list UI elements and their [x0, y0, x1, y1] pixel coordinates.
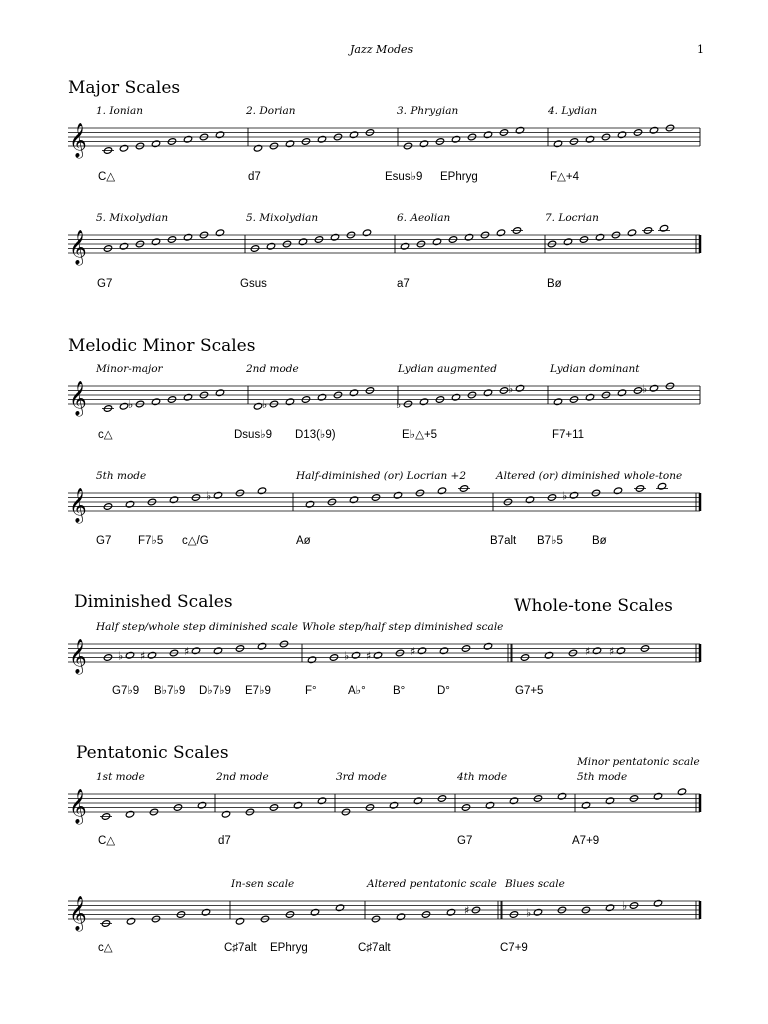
chord-symbol: EPhryg — [440, 171, 478, 183]
whole-note — [266, 242, 275, 250]
whole-note — [169, 496, 178, 504]
mode-label: 1st mode — [96, 771, 145, 783]
mode-label: Half step/whole step diminished scale — [96, 621, 298, 633]
whole-note — [147, 651, 156, 659]
whole-note — [119, 242, 128, 250]
whole-note — [515, 384, 524, 392]
mode-label: 6. Aeolian — [397, 212, 451, 224]
whole-note — [483, 131, 492, 139]
whole-note — [191, 647, 200, 655]
mode-label: Altered (or) diminished whole-tone — [496, 470, 683, 482]
whole-note — [544, 651, 553, 659]
chord-symbol: C△ — [98, 171, 116, 183]
whole-note — [569, 491, 578, 499]
mode-label: Lydian dominant — [550, 363, 640, 375]
chord-symbol: C♯7alt — [358, 942, 391, 954]
accidental-icon: ♭ — [526, 906, 532, 920]
treble-clef-icon: 𝄞 — [69, 896, 87, 931]
whole-note — [151, 398, 160, 406]
section-title-melodic-minor: Melodic Minor Scales — [68, 336, 256, 356]
whole-note — [201, 908, 210, 916]
whole-note — [563, 238, 572, 246]
mode-label: 5th mode — [96, 470, 147, 482]
whole-note — [446, 908, 455, 916]
accidental-icon: ♭ — [508, 382, 514, 396]
whole-note — [613, 487, 622, 495]
page-number: 1 — [697, 43, 704, 56]
chord-symbol: D♭7♭9 — [199, 685, 231, 697]
treble-clef-icon: 𝄞 — [69, 123, 87, 158]
accidental-icon: ♭ — [344, 649, 350, 663]
mode-label: Minor-major — [96, 363, 163, 375]
accidental-icon: ♭ — [642, 382, 648, 396]
whole-note — [257, 487, 266, 495]
chord-symbol: G7♭9 — [112, 685, 140, 697]
chord-symbol: B° — [393, 685, 406, 697]
accidental-icon: ♭ — [128, 398, 134, 411]
whole-note — [183, 135, 192, 143]
accidental-icon: ♯ — [184, 644, 190, 658]
whole-note — [307, 656, 316, 664]
accidental-icon: ♯ — [366, 649, 372, 663]
whole-note — [349, 389, 358, 397]
whole-note — [213, 647, 222, 655]
whole-note — [317, 797, 326, 805]
mode-label: Whole step/half step diminished scale — [302, 621, 504, 633]
treble-clef-icon: 𝄞 — [69, 789, 87, 824]
whole-note — [126, 917, 135, 925]
accidental-icon: ♭ — [118, 649, 124, 663]
whole-note — [659, 224, 668, 232]
chord-symbol: Esus♭9 — [385, 171, 423, 183]
chord-symbol: c△ — [98, 942, 113, 954]
mode-label: In-sen scale — [231, 878, 295, 890]
whole-note — [419, 398, 428, 406]
whole-note — [373, 651, 382, 659]
treble-clef-icon: 𝄞 — [69, 381, 87, 416]
chord-symbol: Bø — [592, 535, 607, 547]
whole-note — [649, 126, 658, 134]
chord-symbol: c△ — [98, 429, 113, 441]
whole-note — [221, 810, 230, 818]
chord-symbol: F7+11 — [552, 429, 585, 441]
chord-symbol: Dsus♭9 — [234, 429, 273, 441]
whole-note — [330, 233, 339, 241]
whole-note — [293, 801, 302, 809]
whole-note — [585, 135, 594, 143]
chord-symbol: a7 — [397, 278, 410, 290]
whole-note — [235, 917, 244, 925]
chord-symbol: F7♭5 — [138, 535, 164, 547]
accidental-icon: ♯ — [140, 649, 146, 663]
whole-note — [285, 140, 294, 148]
treble-clef-icon: 𝄞 — [69, 488, 87, 523]
whole-note — [215, 389, 224, 397]
chord-symbol: E♭△+5 — [402, 429, 438, 441]
whole-note — [119, 144, 128, 152]
whole-note — [605, 797, 614, 805]
section-title-major: Major Scales — [68, 78, 181, 98]
chord-symbol: G7 — [457, 835, 473, 847]
whole-note — [483, 389, 492, 397]
whole-note — [335, 904, 344, 912]
whole-note — [485, 801, 494, 809]
chord-symbol: D13(♭9) — [295, 429, 336, 441]
chord-symbol: A7+9 — [572, 835, 600, 847]
whole-note — [677, 788, 686, 796]
chord-symbol: C♯7alt — [224, 942, 257, 954]
whole-note — [183, 233, 192, 241]
chord-symbol: G7+5 — [515, 685, 544, 697]
chord-symbol: E7♭9 — [245, 685, 271, 697]
whole-note — [317, 135, 326, 143]
accidental-icon: ♯ — [585, 644, 591, 658]
accidental-icon: ♭ — [622, 899, 628, 913]
whole-note — [595, 233, 604, 241]
mode-label: 7. Locrian — [545, 212, 599, 224]
section-title-whole-tone: Whole-tone Scales — [514, 596, 673, 616]
whole-note — [257, 642, 266, 650]
whole-note — [197, 801, 206, 809]
whole-note — [653, 899, 662, 907]
whole-note — [533, 908, 542, 916]
whole-note — [213, 491, 222, 499]
whole-note — [285, 398, 294, 406]
whole-note — [417, 647, 426, 655]
whole-note — [515, 126, 524, 134]
mode-label: Minor pentatonic scale — [577, 756, 700, 768]
whole-note — [605, 904, 614, 912]
chord-symbol: c△/G — [182, 535, 209, 547]
whole-note — [349, 131, 358, 139]
page-header-title: Jazz Modes — [350, 43, 414, 56]
whole-note — [553, 398, 562, 406]
whole-note — [581, 801, 590, 809]
whole-note — [215, 131, 224, 139]
whole-note — [413, 797, 422, 805]
mode-label: 2nd mode — [246, 363, 299, 375]
whole-note — [617, 131, 626, 139]
section-title-diminished: Diminished Scales — [74, 592, 233, 612]
chord-symbol: d7 — [248, 171, 261, 183]
chord-symbol: A♭° — [348, 685, 366, 697]
whole-note — [553, 140, 562, 148]
whole-note — [349, 496, 358, 504]
whole-note — [653, 792, 662, 800]
whole-note — [437, 487, 446, 495]
whole-note — [419, 140, 428, 148]
mode-label: 3rd mode — [336, 771, 387, 783]
chord-symbol: Aø — [296, 535, 311, 547]
whole-note — [649, 384, 658, 392]
whole-note — [557, 792, 566, 800]
whole-note — [125, 500, 134, 508]
whole-note — [305, 500, 314, 508]
chord-symbol: G7 — [96, 535, 112, 547]
whole-note — [451, 135, 460, 143]
whole-note — [592, 647, 601, 655]
whole-note — [525, 496, 534, 504]
whole-note — [389, 801, 398, 809]
whole-note — [657, 482, 666, 490]
whole-note — [310, 908, 319, 916]
chord-symbol: C△ — [98, 835, 116, 847]
whole-note — [617, 389, 626, 397]
chord-symbol: Bø — [547, 278, 562, 290]
section-title-pentatonic: Pentatonic Scales — [76, 743, 229, 763]
whole-note — [496, 229, 505, 237]
mode-label: Blues scale — [505, 878, 565, 890]
whole-note — [215, 229, 224, 237]
whole-note — [298, 238, 307, 246]
chord-symbol: B♭7♭9 — [154, 685, 186, 697]
whole-note — [432, 238, 441, 246]
mode-label: Altered pentatonic scale — [367, 878, 497, 890]
whole-note — [439, 647, 448, 655]
whole-note — [464, 233, 473, 241]
accidental-icon: ♯ — [609, 644, 615, 658]
chord-symbol: B7♭5 — [537, 535, 563, 547]
chord-symbol: Gsus — [240, 278, 267, 290]
whole-note — [183, 393, 192, 401]
whole-note — [483, 642, 492, 650]
chord-symbol: C7+9 — [500, 942, 528, 954]
whole-note — [451, 393, 460, 401]
whole-note — [317, 393, 326, 401]
treble-clef-icon: 𝄞 — [69, 230, 87, 265]
mode-label: Lydian augmented — [398, 363, 497, 375]
whole-note — [151, 140, 160, 148]
whole-note — [362, 229, 371, 237]
accidental-icon: ♯ — [464, 904, 470, 917]
chord-symbol: G7 — [97, 278, 113, 290]
mode-label: 5th mode — [577, 771, 628, 783]
chord-symbol: D° — [437, 685, 450, 697]
chord-symbol: B7alt — [490, 535, 517, 547]
treble-clef-icon: 𝄞 — [69, 639, 87, 674]
whole-note — [253, 144, 262, 152]
whole-note — [616, 647, 625, 655]
mode-label: 5. Mixolydian — [96, 212, 169, 224]
whole-note — [151, 238, 160, 246]
accidental-icon: ♭ — [262, 398, 268, 411]
whole-note — [509, 797, 518, 805]
accidental-icon: ♭ — [396, 398, 402, 411]
chord-symbol: d7 — [218, 835, 231, 847]
mode-label: 4. Lydian — [548, 105, 598, 117]
chord-symbol: F° — [305, 685, 317, 697]
whole-note — [627, 229, 636, 237]
whole-note — [351, 651, 360, 659]
whole-note — [400, 242, 409, 250]
mode-label: 2. Dorian — [246, 105, 296, 117]
chord-symbol: EPhryg — [270, 942, 308, 954]
accidental-icon: ♭ — [206, 489, 212, 503]
whole-note — [125, 810, 134, 818]
mode-label: 3. Phrygian — [397, 105, 459, 117]
mode-label: 4th mode — [457, 771, 508, 783]
whole-note — [393, 491, 402, 499]
whole-note — [125, 651, 134, 659]
chord-symbol: F△+4 — [550, 171, 579, 183]
mode-label: Half-diminished (or) Locrian +2 — [296, 470, 467, 482]
mode-label: 1. Ionian — [96, 105, 143, 117]
accidental-icon: ♯ — [410, 644, 416, 658]
mode-label: 5. Mixolydian — [246, 212, 319, 224]
whole-note — [396, 913, 405, 921]
mode-label: 2nd mode — [216, 771, 269, 783]
whole-note — [585, 393, 594, 401]
accidental-icon: ♭ — [562, 489, 568, 503]
